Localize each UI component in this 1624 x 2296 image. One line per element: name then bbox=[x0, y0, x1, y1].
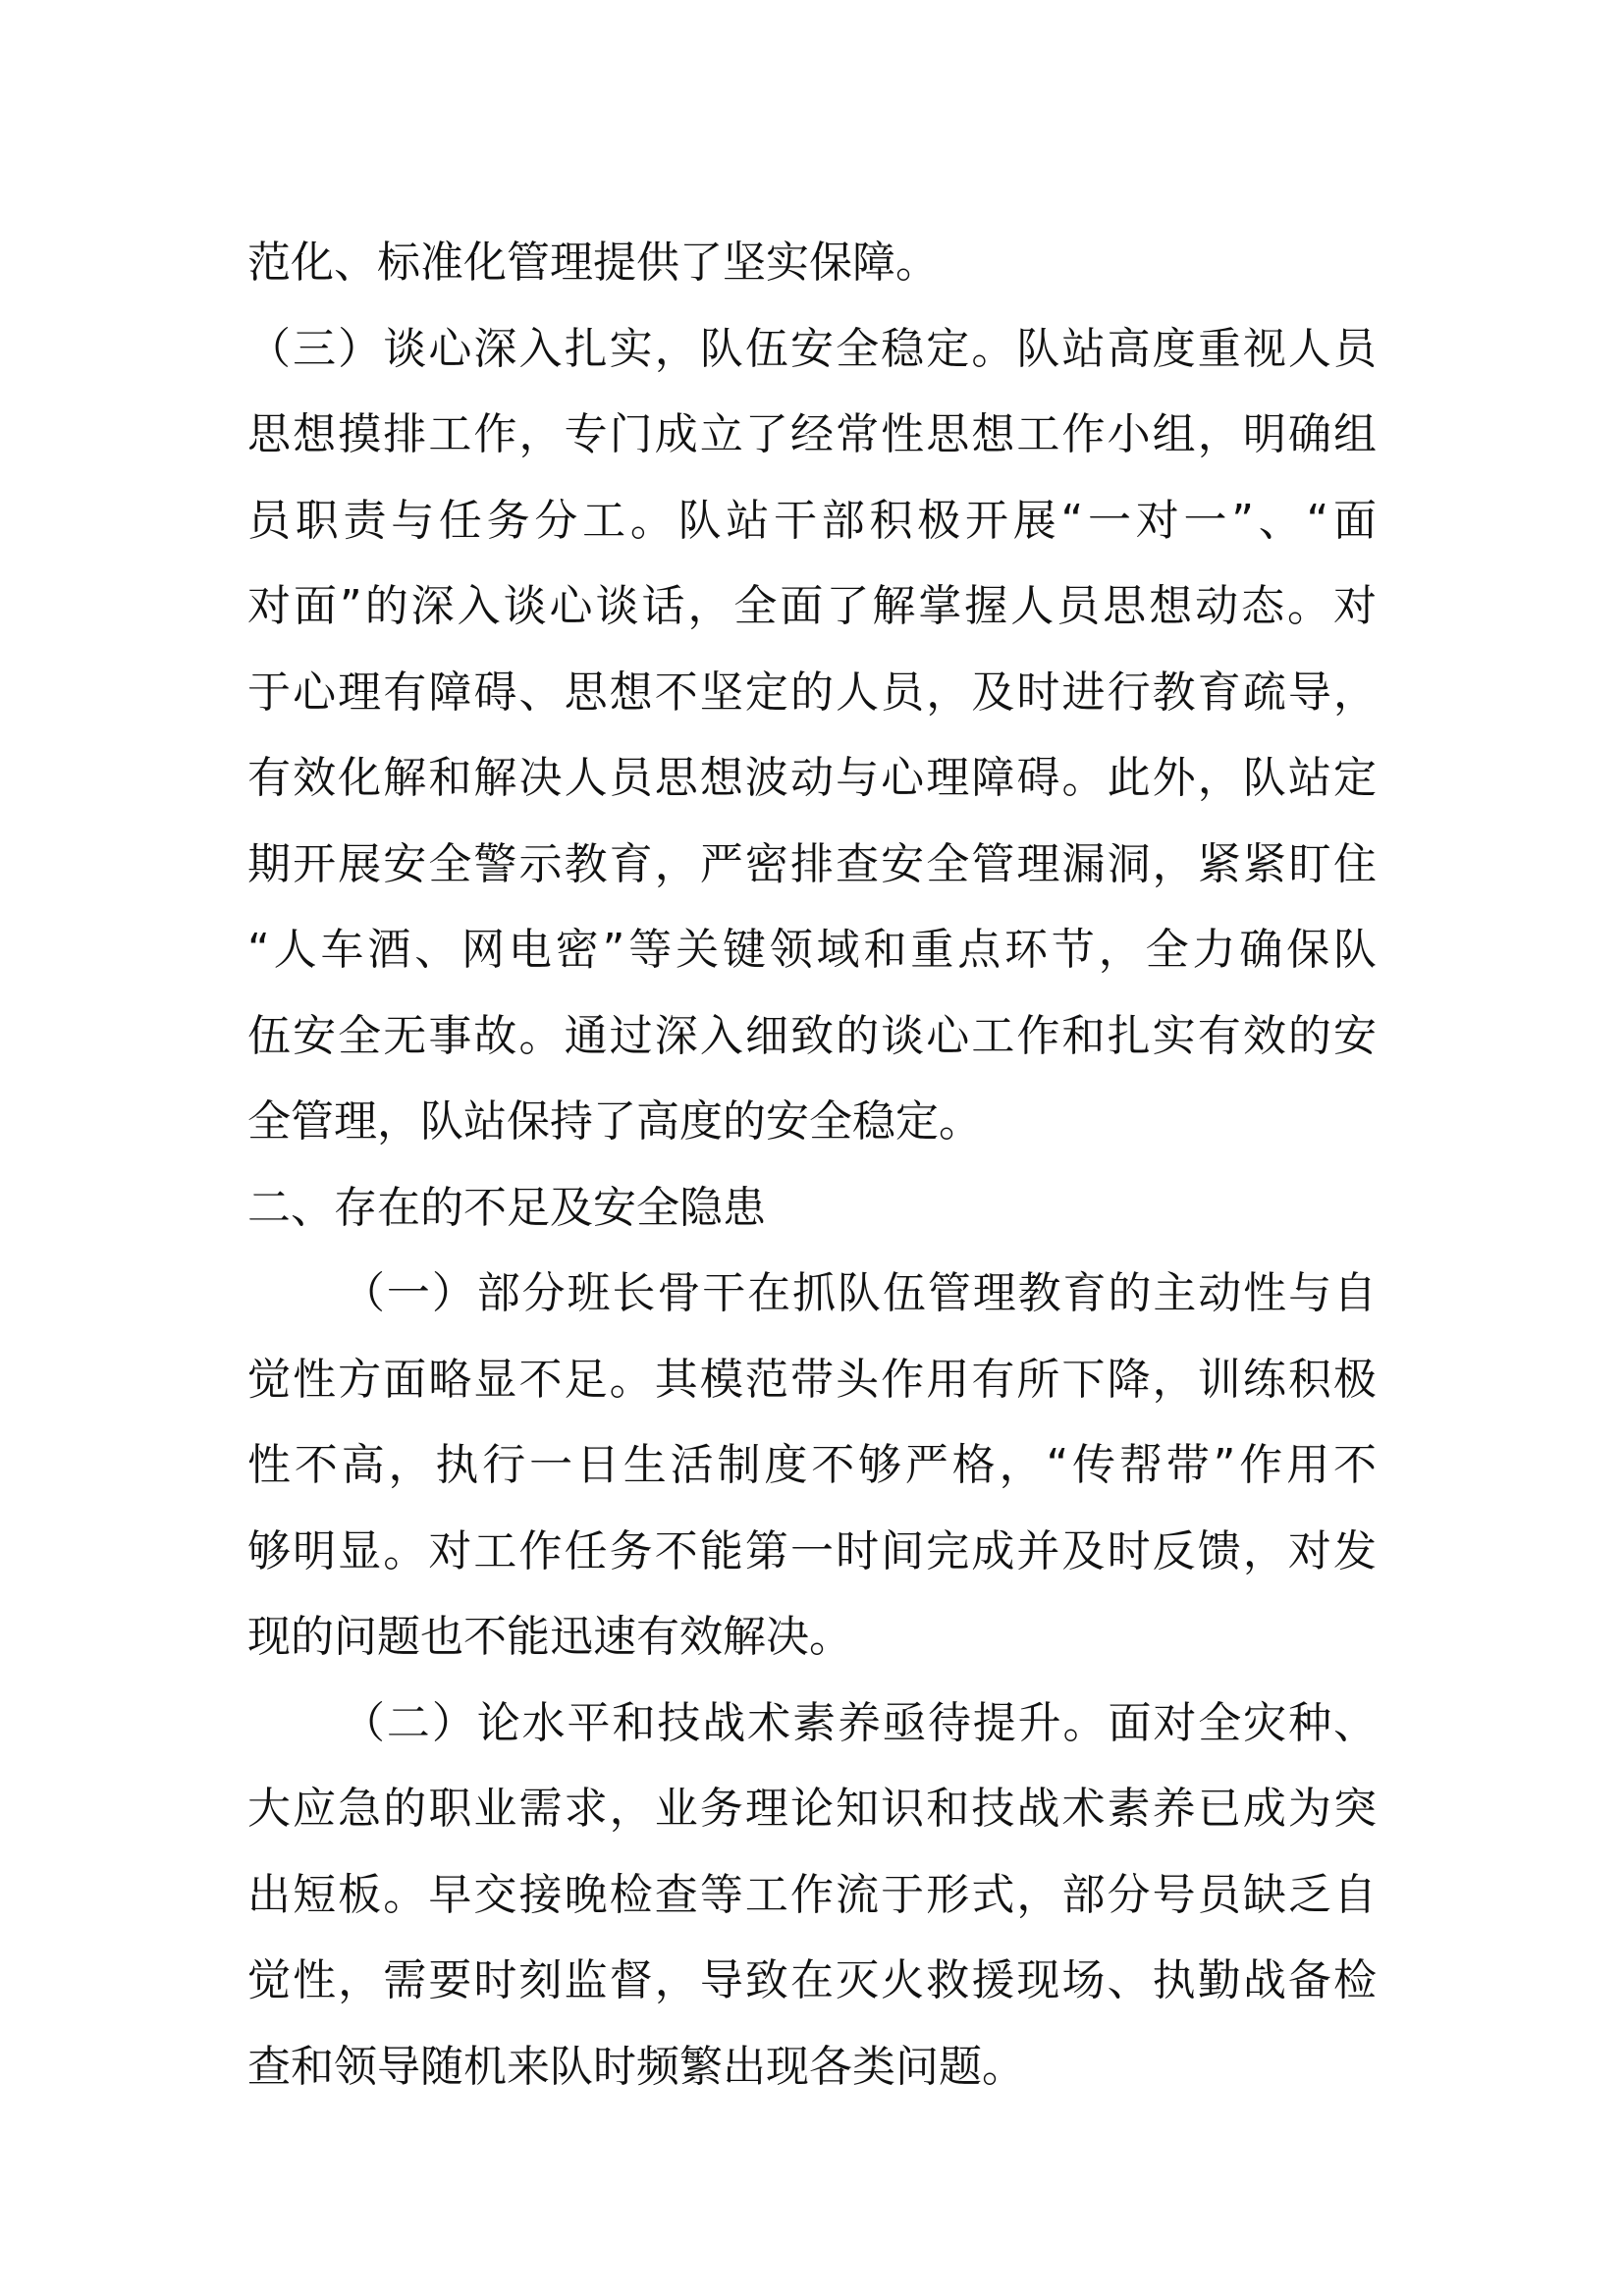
text-line: 查和领导随机来队时频繁出现各类问题。 bbox=[247, 2041, 1025, 2092]
text-line: 员职责与任务分工。队站干部积极开展“一对一”、“面 bbox=[247, 495, 1377, 546]
text-line: 大应急的职业需求，业务理论知识和技战术素养已成为突 bbox=[247, 1784, 1377, 1834]
text-line: 出短板。早交接晚检查等工作流于形式，部分号员缺乏自 bbox=[247, 1869, 1377, 1920]
paragraph-continuation: 范化、标准化管理提供了坚实保障。 bbox=[247, 238, 939, 288]
text-line: 伍安全无事故。通过深入细致的谈心工作和扎实有效的安 bbox=[247, 1010, 1377, 1061]
document-page bbox=[247, 220, 1377, 2109]
text-line: 觉性方面略显不足。其模范带头作用有所下降，训练积极 bbox=[247, 1354, 1377, 1405]
text-line: 于心理有障碍、思想不坚定的人员，及时进行教育疏导， bbox=[247, 667, 1377, 718]
text-line: “人车酒、网电密”等关键领域和重点环节，全力确保队 bbox=[247, 925, 1377, 975]
subsection-1-line: （一）部分班长骨干在抓队伍管理教育的主动性与自 bbox=[342, 1268, 1377, 1318]
text-line: 对面”的深入谈心谈话，全面了解掌握人员思想动态。对 bbox=[247, 581, 1377, 631]
section-heading: 二、存在的不足及安全隐患 bbox=[247, 1182, 766, 1233]
text-line: 思想摸排工作，专门成立了经常性思想工作小组，明确组 bbox=[247, 409, 1377, 459]
text-line: 期开展安全警示教育，严密排查安全管理漏洞，紧紧盯住 bbox=[247, 838, 1377, 889]
text-line: 现的问题也不能迅速有效解决。 bbox=[247, 1612, 852, 1662]
text-line: 性不高，执行一日生活制度不够严格，“传帮带”作用不 bbox=[247, 1440, 1377, 1490]
text-line: 全管理，队站保持了高度的安全稳定。 bbox=[247, 1096, 982, 1147]
subsection-2-line: （二）论水平和技战术素养亟待提升。面对全灾种、 bbox=[342, 1697, 1377, 1748]
text-line: 觉性，需要时刻监督，导致在灭火救援现场、执勤战备检 bbox=[247, 1955, 1377, 2005]
text-line: 有效化解和解决人员思想波动与心理障碍。此外，队站定 bbox=[247, 753, 1377, 803]
text-line: 够明显。对工作任务不能第一时间完成并及时反馈，对发 bbox=[247, 1525, 1377, 1576]
section-3-heading-line: （三）谈心深入扎实，队伍安全稳定。队站高度重视人员 bbox=[247, 323, 1377, 374]
